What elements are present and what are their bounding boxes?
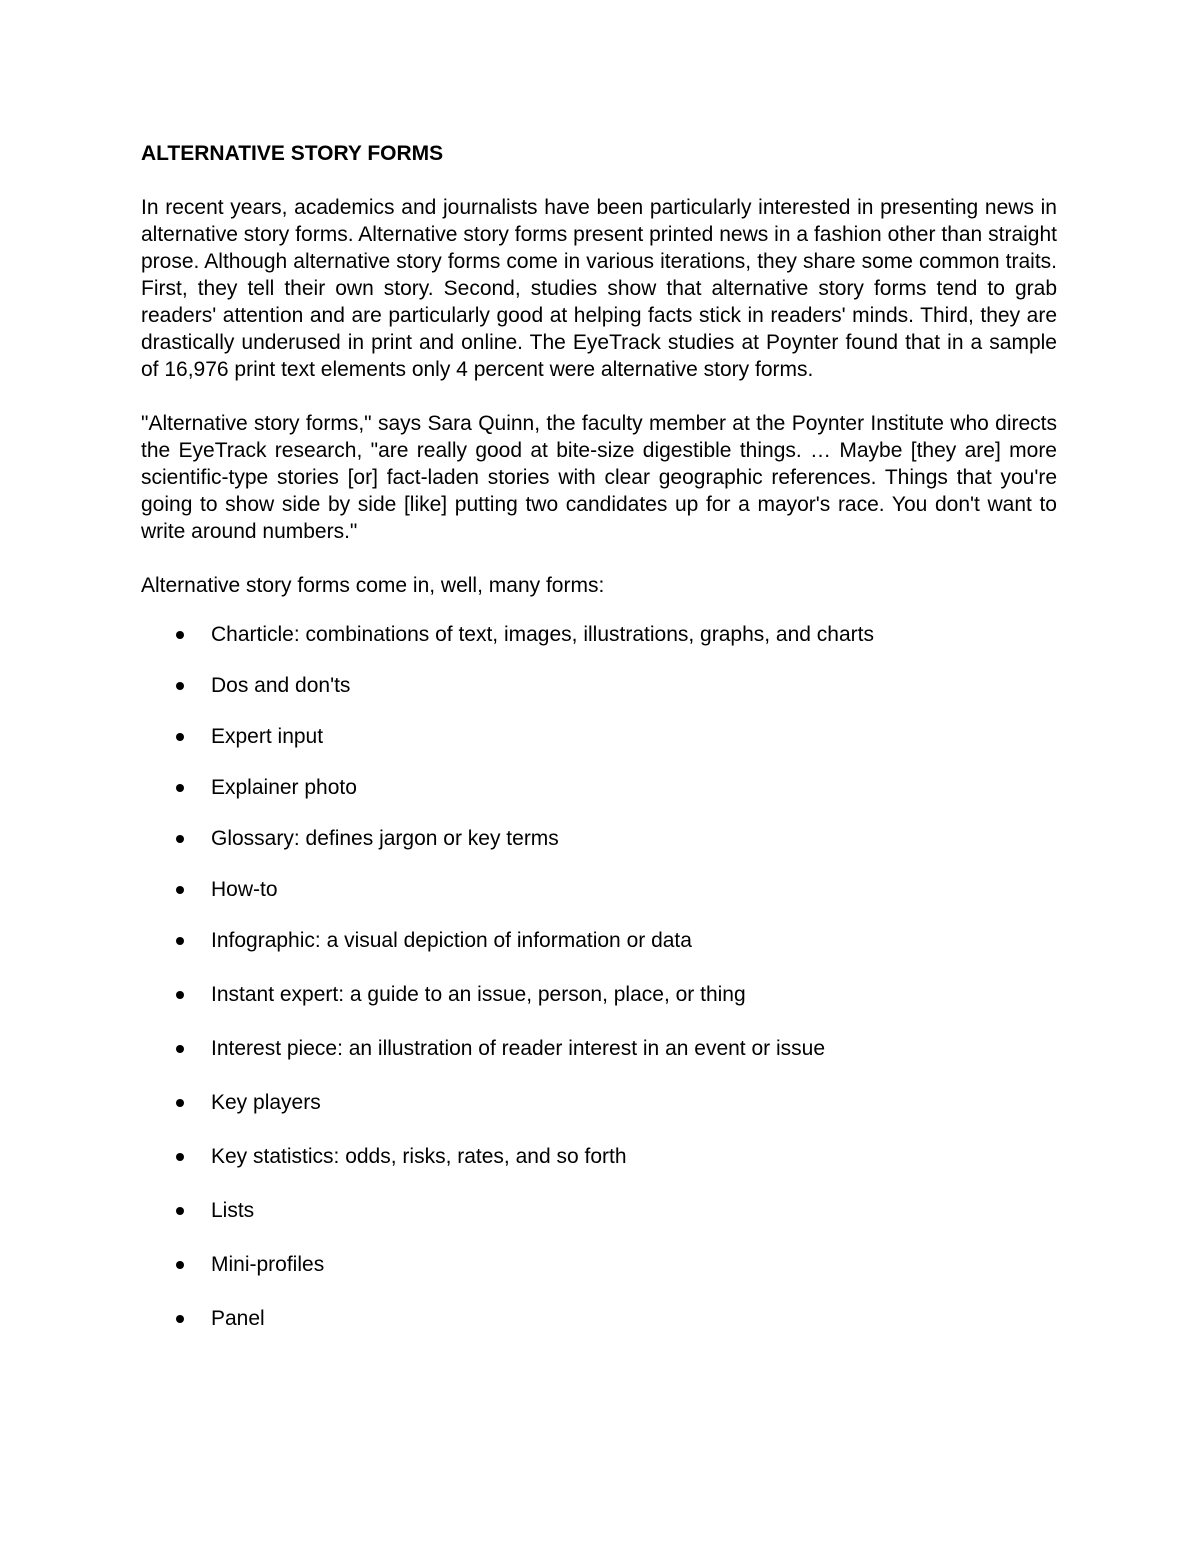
list-item (141, 774, 1057, 802)
bullet-icon (176, 733, 184, 741)
story-forms-list (141, 621, 1057, 1333)
bullet-icon (176, 991, 184, 999)
list-item (141, 1305, 1057, 1333)
bullet-icon (176, 1099, 184, 1107)
list-item-text: Glossary: defines jargon or key terms (211, 827, 559, 850)
list-item (141, 1143, 1057, 1171)
list-item-text: How-to (211, 878, 278, 901)
list-item (141, 621, 1057, 649)
bullet-icon (176, 1045, 184, 1053)
list-item (141, 672, 1057, 700)
list-item-text: Instant expert: a guide to an issue, person, place, or thing (211, 983, 746, 1006)
list-item (141, 1089, 1057, 1117)
paragraph-intro: In recent years, academics and journalists have been particularly interested in presenting news in alternative story forms. Alternative story forms present printed news in a fashion other than straight prose. Although alternative story forms come in various iterations, they share some common traits. First, they tell their own story. Second, studies show that alternative story forms tend to grab readers' attention and are particularly good at helping facts stick in readers' minds. Third, they are drastically underused in print and online. The EyeTrack studies at Poynter found that in a sample of 16,976 print text elements only 4 percent were alternative story forms. (141, 196, 1057, 381)
paragraph-quote: "Alternative story forms," says Sara Quinn, the faculty member at the Poynter Institute who directs the EyeTrack research, "are really good at bite-size digestible things. … Maybe [they are] more scientific-type stories [or] fact-laden stories with clear geographic references. Things that you're going to show side by side [like] putting two candidates up for a mayor's race. You don't want to write around numbers." (141, 412, 1057, 543)
list-item-text: Expert input (211, 725, 324, 748)
list-item-text: Lists (211, 1199, 255, 1222)
list-item-text: Infographic: a visual depiction of information or data (211, 929, 692, 952)
list-item (141, 927, 1057, 955)
document-title: ALTERNATIVE STORY FORMS (141, 142, 444, 165)
list-item (141, 981, 1057, 1009)
list-item (141, 723, 1057, 751)
bullet-icon (176, 886, 184, 894)
list-item-text: Key statistics: odds, risks, rates, and so forth (211, 1145, 627, 1168)
paragraph-list-intro: Alternative story forms come in, well, many forms: (141, 574, 605, 597)
bullet-icon (176, 1207, 184, 1215)
bullet-icon (176, 682, 184, 690)
list-item-text: Key players (211, 1091, 321, 1114)
bullet-icon (176, 1261, 184, 1269)
list-item-text: Explainer photo (211, 776, 357, 799)
list-item-text: Charticle: combinations of text, images, illustrations, graphs, and charts (211, 623, 874, 646)
list-item (141, 1035, 1057, 1063)
bullet-icon (176, 784, 184, 792)
list-item (141, 876, 1057, 904)
list-item-text: Interest piece: an illustration of reader interest in an event or issue (211, 1037, 826, 1060)
bullet-icon (176, 1153, 184, 1161)
bullet-icon (176, 1315, 184, 1323)
list-item (141, 1251, 1057, 1279)
document-page (141, 140, 1057, 1359)
bullet-icon (176, 835, 184, 843)
bullet-icon (176, 631, 184, 639)
list-item (141, 825, 1057, 853)
list-item (141, 1197, 1057, 1225)
bullet-icon (176, 937, 184, 945)
list-item-text: Panel (211, 1307, 265, 1330)
list-item-text: Dos and don'ts (211, 674, 351, 697)
list-item-text: Mini-profiles (211, 1253, 325, 1276)
